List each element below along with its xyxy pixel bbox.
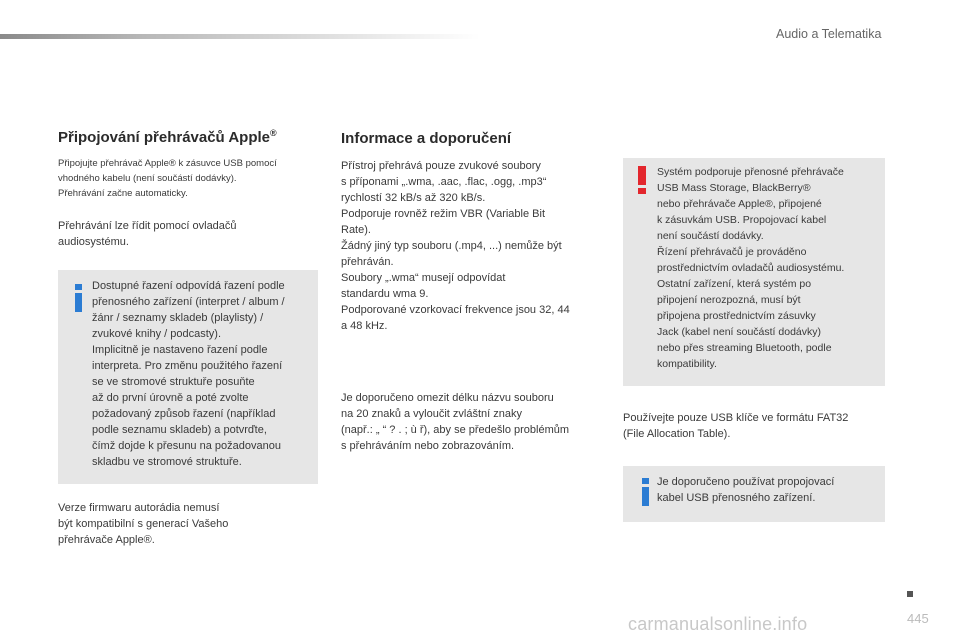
- apple-players-heading-text: Připojování přehrávačů Apple: [58, 129, 270, 146]
- apple-players-heading: [58, 128, 277, 146]
- watermark: carmanualsonline.info: [628, 614, 808, 634]
- info-heading: Informace a doporučení: [341, 130, 512, 147]
- registered-mark: ®: [270, 128, 277, 138]
- formats-text: Přístroj přehrává pouze zvukové soubory s příponami „.wma, .aac, .flac, .ogg, .mp3“ rychlostí 32 kB/s až 320 kB/s. Podporuje rovněž režim VBR (Variable Bit Rate). Žádný jiný typ souboru (.mp4, ...) nemůže být přehráván. Soubory „.wma“ musejí odpovídat standardu wma 9. Podporované vzorkovací frekvence jsou 32, 44 a 48 kHz.: [341, 160, 570, 332]
- cable-info-box: [623, 466, 885, 522]
- firmware-text: Verze firmwaru autorádia nemusí být kompatibilní s generací Vašeho přehrávače Apple®.: [58, 502, 229, 546]
- playback-control-text: Přehrávání lze řídit pomocí ovladačů audiosystému.: [58, 220, 237, 248]
- section-title: Audio a Telematika: [776, 27, 882, 41]
- usb-format-text: Používejte pouze USB klíče ve formátu FAT32 (File Allocation Table).: [623, 412, 849, 440]
- info-icon: [637, 478, 655, 506]
- compatibility-warning-text: Systém podporuje přenosné přehrávače USB Mass Storage, BlackBerry® nebo přehrávače Apple®, připojené k zásuvkám USB. Propojovací kabel není součástí dodávky. Řízení přehrávačů je prováděno prostřednictvím ovladačů audiosystému. Ostatní zařízení, která systém po připojení nerozpozná, musí být připojena prostřednictvím zásuvky Jack (kabel není součástí dodávky) nebo přes streaming Bluetooth, podle kompatibility.: [657, 166, 845, 370]
- compatibility-warning-box: [623, 158, 885, 386]
- apple-intro-text: Připojujte přehrávač Apple® k zásuvce USB pomocí vhodného kabelu (není součástí dodávky). Přehrávání začne automaticky.: [58, 158, 277, 199]
- page-number: 445: [907, 611, 929, 626]
- warning-icon: [633, 166, 651, 194]
- info-icon: [70, 284, 88, 312]
- page-marker: [907, 591, 913, 597]
- header-gradient-bar: [0, 34, 480, 39]
- filename-text: Je doporučeno omezit délku názvu souboru na 20 znaků a vyloučit zvláštní znaky (např.: „ “ ? . ; ù ř), aby se předešlo problémům s přehráváním nebo zobrazováním.: [341, 392, 570, 452]
- cable-info-text: Je doporučeno používat propojovací kabel USB přenosného zařízení.: [657, 476, 835, 504]
- sorting-info-box: [58, 270, 318, 484]
- sorting-info-text: Dostupné řazení odpovídá řazení podle přenosného zařízení (interpret / album / žánr / seznamy skladeb (playlisty) / zvukové knihy / podcasty). Implicitně je nastaveno řazení podle interpreta. Pro změnu použitého řazení se ve stromové struktuře posuňte až do první úrovně a poté zvolte požadovaný způsob řazení (například podle seznamu skladeb) a potvrďte, čímž dojde k přesunu na požadovanou skladbu ve stromové struktuře.: [92, 280, 285, 468]
